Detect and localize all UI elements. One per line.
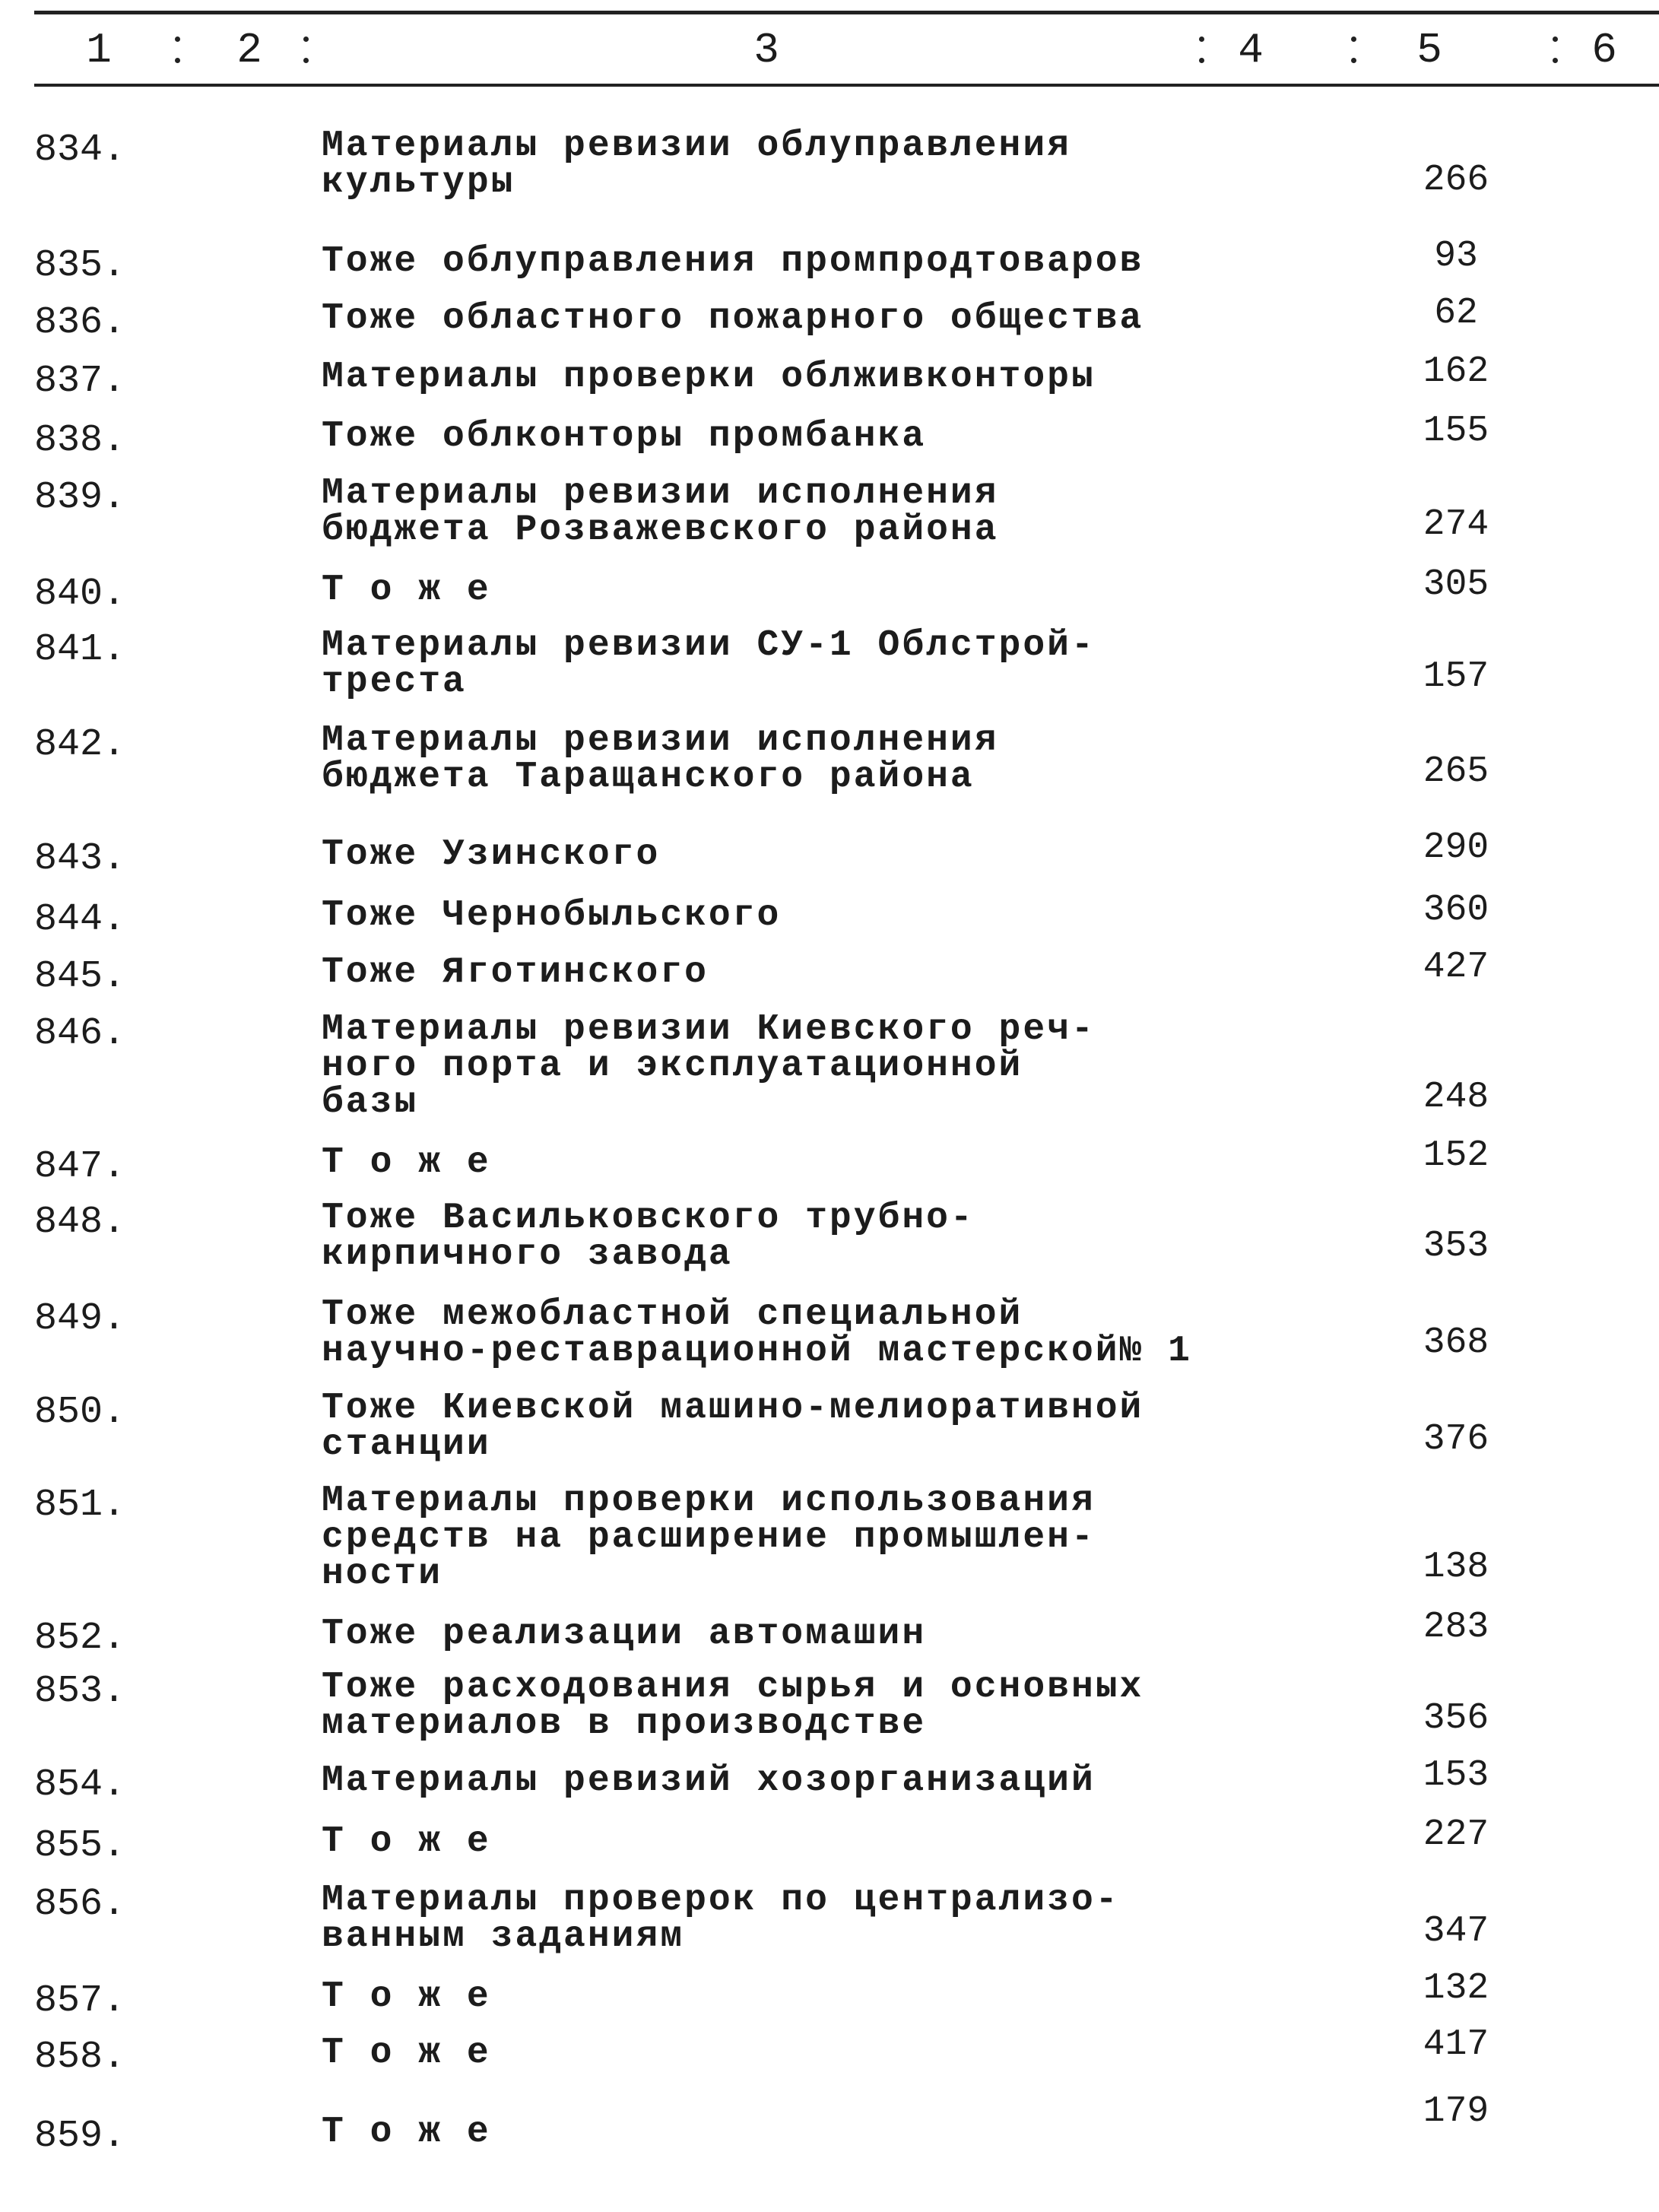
entry-number: 841. bbox=[34, 628, 126, 671]
description-line: Т о ж е bbox=[322, 2112, 491, 2153]
entry-description bbox=[322, 243, 1295, 280]
entry-number: 851. bbox=[34, 1484, 126, 1527]
entry-description bbox=[322, 1760, 1295, 1801]
sheet-count: 179 bbox=[1423, 2091, 1489, 2132]
entry-number: 856. bbox=[34, 1883, 126, 1926]
entry-number: 855. bbox=[34, 1824, 126, 1868]
description-line: ного порта и эксплуатационной bbox=[322, 1046, 1023, 1087]
sheet-count: 132 bbox=[1423, 1968, 1489, 2009]
entry-number: 837. bbox=[34, 360, 126, 403]
description-line: Материалы ревизии СУ-1 Облстрой- bbox=[322, 625, 1096, 666]
entry-description bbox=[322, 1011, 1295, 1121]
entry-description bbox=[322, 300, 1295, 337]
sheet-count: 274 bbox=[1423, 504, 1489, 545]
description-line: Материалы ревизий хозорганизаций bbox=[322, 1760, 1096, 1801]
entry-number: 845. bbox=[34, 955, 126, 998]
sheet-count: 353 bbox=[1423, 1226, 1489, 1267]
description-line: Тоже облуправления промпродтоваров bbox=[322, 241, 1144, 282]
description-line: Материалы проверок по централизо- bbox=[322, 1880, 1120, 1921]
description-line: Материалы проверки использования bbox=[322, 1480, 1096, 1522]
entry-description bbox=[322, 125, 1295, 203]
sheet-count: 162 bbox=[1423, 351, 1489, 392]
entry-description bbox=[322, 1480, 1295, 1595]
entry-description bbox=[322, 720, 1295, 798]
description-line: станции bbox=[322, 1424, 491, 1465]
description-line: Тоже областного пожарного общества bbox=[322, 298, 1144, 339]
sheet-count: 305 bbox=[1423, 564, 1489, 605]
sheet-count: 153 bbox=[1423, 1755, 1489, 1796]
column-separator bbox=[1350, 29, 1357, 75]
column-number-1: 1 bbox=[86, 26, 112, 75]
entry-number: 857. bbox=[34, 1979, 126, 2023]
entry-description bbox=[322, 836, 1295, 873]
sheet-count: 347 bbox=[1423, 1911, 1489, 1952]
description-line: Материалы ревизии исполнения bbox=[322, 720, 999, 761]
entry-number: 834. bbox=[34, 129, 126, 172]
entry-description bbox=[322, 1294, 1295, 1372]
sheet-count: 62 bbox=[1434, 293, 1478, 334]
description-line: материалов в производстве bbox=[322, 1703, 927, 1744]
entry-number: 840. bbox=[34, 573, 126, 616]
description-line: Тоже Васильковского трубно- bbox=[322, 1198, 975, 1239]
column-number-2: 2 bbox=[236, 26, 262, 75]
description-line: научно-реставрационной мастерской№ 1 bbox=[322, 1331, 1192, 1372]
description-line: Тоже облконторы промбанка bbox=[322, 416, 927, 457]
column-separator bbox=[1551, 29, 1559, 75]
column-number-5: 5 bbox=[1416, 26, 1442, 75]
description-line: Т о ж е bbox=[322, 1976, 491, 2017]
column-separator bbox=[1197, 29, 1205, 75]
entry-number: 853. bbox=[34, 1670, 126, 1713]
entry-description bbox=[322, 1200, 1295, 1273]
entry-description bbox=[322, 570, 1295, 611]
entry-description bbox=[322, 357, 1295, 398]
entry-number: 849. bbox=[34, 1297, 126, 1341]
description-line: Материалы ревизии Киевского реч- bbox=[322, 1009, 1096, 1050]
description-line: Тоже Яготинского bbox=[322, 952, 709, 993]
entry-number: 842. bbox=[34, 723, 126, 766]
entry-number: 843. bbox=[34, 837, 126, 881]
description-line: Тоже межобластной специальной bbox=[322, 1294, 1023, 1335]
entry-description bbox=[322, 1976, 1295, 2017]
description-line: Тоже Киевской машино-мелиоративной bbox=[322, 1388, 1144, 1429]
sheet-count: 376 bbox=[1423, 1419, 1489, 1460]
description-line: Материалы ревизии облуправления bbox=[322, 125, 1071, 167]
description-line: бюджета Таращанского района bbox=[322, 757, 975, 798]
entry-number: 847. bbox=[34, 1145, 126, 1189]
entry-description bbox=[322, 1669, 1295, 1742]
description-line: Т о ж е bbox=[322, 570, 491, 611]
column-separator bbox=[173, 29, 181, 75]
description-line: средств на расширение промышлен- bbox=[322, 1517, 1096, 1558]
entry-number: 839. bbox=[34, 476, 126, 519]
sheet-count: 227 bbox=[1423, 1814, 1489, 1855]
sheet-count: 157 bbox=[1423, 656, 1489, 697]
entry-description bbox=[322, 1390, 1295, 1463]
description-line: ности bbox=[322, 1553, 443, 1595]
sheet-count: 138 bbox=[1423, 1547, 1489, 1588]
description-line: Тоже расходования сырья и основных bbox=[322, 1667, 1144, 1708]
entry-number: 846. bbox=[34, 1012, 126, 1055]
sheet-count: 152 bbox=[1423, 1135, 1489, 1176]
sheet-count: 427 bbox=[1423, 947, 1489, 988]
description-line: Тоже реализации автомашин bbox=[322, 1614, 927, 1655]
entry-number: 854. bbox=[34, 1763, 126, 1807]
entry-number: 858. bbox=[34, 2036, 126, 2079]
sheet-count: 248 bbox=[1423, 1077, 1489, 1118]
description-line: Материалы проверки облживконторы bbox=[322, 357, 1096, 398]
entry-description bbox=[322, 2112, 1295, 2153]
sheet-count: 93 bbox=[1434, 236, 1478, 277]
entry-description bbox=[322, 1144, 1295, 1181]
description-line: Т о ж е bbox=[322, 2033, 491, 2074]
sheet-count: 360 bbox=[1423, 890, 1489, 931]
entry-description bbox=[322, 954, 1295, 991]
description-line: Т о ж е bbox=[322, 1821, 491, 1862]
description-line: Материалы ревизии исполнения bbox=[322, 473, 999, 514]
entry-number: 844. bbox=[34, 898, 126, 941]
sheet-count: 290 bbox=[1423, 827, 1489, 868]
column-number-4: 4 bbox=[1238, 26, 1264, 75]
entry-description bbox=[322, 2033, 1295, 2074]
header-bottom-rule bbox=[34, 84, 1659, 87]
entry-number: 850. bbox=[34, 1391, 126, 1434]
header-top-rule bbox=[34, 11, 1659, 14]
entry-number: 835. bbox=[34, 244, 126, 287]
entry-description bbox=[322, 1614, 1295, 1655]
sheet-count: 266 bbox=[1423, 160, 1489, 201]
description-line: культуры bbox=[322, 162, 515, 203]
sheet-count: 265 bbox=[1423, 751, 1489, 792]
entry-number: 848. bbox=[34, 1201, 126, 1244]
entry-number: 836. bbox=[34, 301, 126, 344]
entry-description bbox=[322, 897, 1295, 934]
sheet-count: 368 bbox=[1423, 1322, 1489, 1363]
description-line: бюджета Розважевского района bbox=[322, 509, 999, 551]
column-number-3: 3 bbox=[753, 26, 779, 75]
description-line: базы bbox=[322, 1082, 419, 1123]
description-line: Тоже Узинского bbox=[322, 834, 661, 875]
sheet-count: 283 bbox=[1423, 1607, 1489, 1648]
entry-description bbox=[322, 625, 1295, 703]
description-line: треста bbox=[322, 662, 467, 703]
description-line: кирпичного завода bbox=[322, 1234, 733, 1275]
sheet-count: 155 bbox=[1423, 411, 1489, 452]
description-line: Т о ж е bbox=[322, 1142, 491, 1183]
entry-description bbox=[322, 418, 1295, 455]
entry-description bbox=[322, 1882, 1295, 1955]
column-number-6: 6 bbox=[1591, 26, 1617, 75]
entry-number: 852. bbox=[34, 1617, 126, 1660]
sheet-count: 417 bbox=[1423, 2024, 1489, 2065]
entry-number: 838. bbox=[34, 419, 126, 462]
column-separator bbox=[302, 29, 309, 75]
entry-number: 859. bbox=[34, 2115, 126, 2158]
sheet-count: 356 bbox=[1423, 1698, 1489, 1739]
entry-description bbox=[322, 1823, 1295, 1860]
description-line: ванным заданиям bbox=[322, 1916, 685, 1957]
entry-description bbox=[322, 473, 1295, 551]
description-line: Тоже Чернобыльского bbox=[322, 895, 782, 936]
